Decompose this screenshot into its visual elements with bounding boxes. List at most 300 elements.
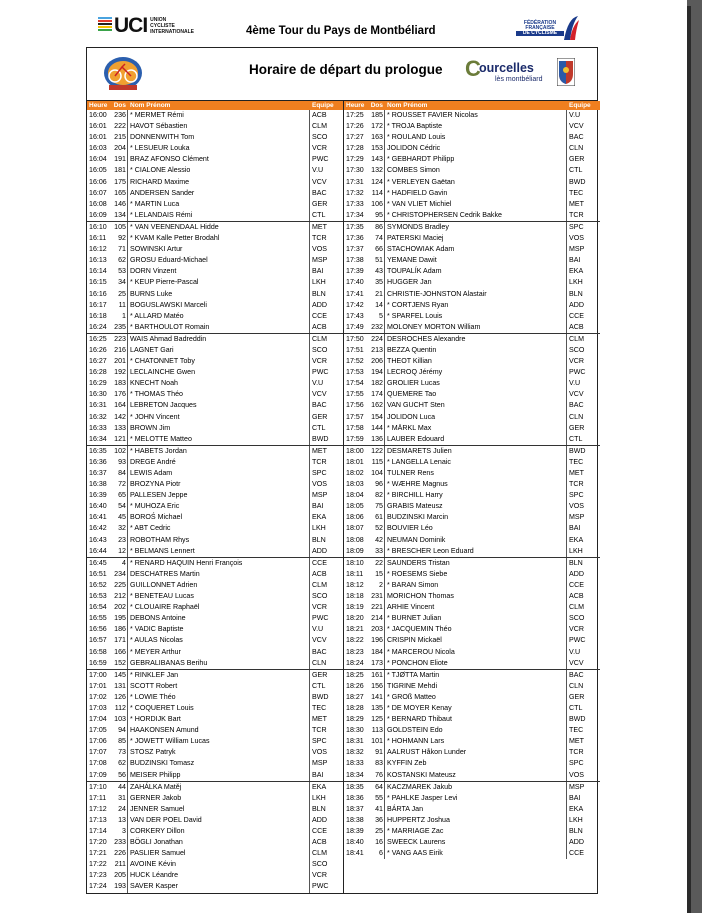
cell-heure: 17:09 bbox=[89, 770, 107, 779]
cell-nom: SAUNDERS Tristan bbox=[385, 558, 567, 569]
cell-equipe: CCE bbox=[312, 311, 327, 320]
cell-nom: * PAHLKE Jasper Levi bbox=[385, 793, 567, 804]
table-row bbox=[87, 121, 343, 132]
table-row bbox=[344, 177, 600, 188]
cell-dos: 195 bbox=[113, 613, 128, 624]
cell-nom: CHRISTIE-JOHNSTON Alastair bbox=[385, 289, 567, 300]
cell-equipe: VCV bbox=[312, 390, 327, 399]
uci-logo-text: UCI bbox=[114, 14, 148, 37]
cell-nom: GEBRALIBANAS Berihu bbox=[128, 658, 310, 669]
cell-nom: GERNER Jakob bbox=[128, 793, 310, 804]
cell-nom: WAIS Ahmad Badreddin bbox=[128, 334, 310, 345]
cell-dos: 101 bbox=[370, 736, 385, 747]
start-list-table bbox=[86, 100, 598, 894]
cell-equipe: V.U bbox=[569, 379, 581, 388]
cell-heure: 17:13 bbox=[89, 815, 107, 824]
cell-dos: 176 bbox=[113, 389, 128, 400]
cell-heure: 17:56 bbox=[346, 401, 364, 410]
cell-heure: 17:28 bbox=[346, 144, 364, 153]
cell-heure: 18:09 bbox=[346, 546, 364, 555]
cell-heure: 17:05 bbox=[89, 726, 107, 735]
cell-dos: 45 bbox=[113, 512, 128, 523]
cell-nom: * TROJA Baptiste bbox=[385, 121, 567, 132]
table-row bbox=[344, 468, 600, 479]
cell-equipe: TCR bbox=[312, 457, 327, 466]
cell-equipe: V.U bbox=[569, 647, 581, 656]
cell-dos: 74 bbox=[370, 233, 385, 244]
cell-dos: 181 bbox=[113, 165, 128, 176]
cell-nom: MEISER Philipp bbox=[128, 770, 310, 781]
cell-dos: 65 bbox=[113, 490, 128, 501]
cell-nom: VAN GUCHT Sten bbox=[385, 400, 567, 411]
cell-dos: 146 bbox=[113, 199, 128, 210]
cell-equipe: MET bbox=[312, 715, 327, 724]
cell-heure: 17:06 bbox=[89, 737, 107, 746]
table-row bbox=[87, 647, 343, 658]
cell-heure: 17:02 bbox=[89, 692, 107, 701]
table-row bbox=[344, 736, 600, 747]
cell-equipe: SCO bbox=[312, 133, 328, 142]
cell-equipe: VCV bbox=[312, 636, 327, 645]
table-row bbox=[87, 837, 343, 848]
cell-equipe: CLM bbox=[312, 122, 327, 131]
cell-heure: 17:03 bbox=[89, 703, 107, 712]
table-row bbox=[344, 255, 600, 266]
cell-equipe: CLM bbox=[569, 603, 584, 612]
cell-equipe: ACB bbox=[312, 838, 327, 847]
cell-nom: * MARCEROU Nicola bbox=[385, 647, 567, 658]
cell-nom: * KVAM Kalle Petter Brodahl bbox=[128, 233, 310, 244]
cell-nom: BRAZ AFONSO Clément bbox=[128, 154, 310, 165]
cell-heure: 18:11 bbox=[346, 569, 364, 578]
cell-nom: STACHOWIAK Adam bbox=[385, 244, 567, 255]
cell-heure: 16:58 bbox=[89, 647, 107, 656]
cell-equipe: MSP bbox=[569, 513, 585, 522]
cell-dos: 134 bbox=[113, 210, 128, 221]
cell-equipe: EKA bbox=[312, 782, 327, 791]
cell-heure: 16:01 bbox=[89, 133, 107, 142]
courcelles-logo: C ourcelles lès montbéliard bbox=[465, 56, 543, 83]
table-row bbox=[87, 311, 343, 322]
cell-equipe: ADD bbox=[312, 815, 327, 824]
cell-dos: 204 bbox=[113, 143, 128, 154]
cell-nom: * LANGELLA Lenaic bbox=[385, 457, 567, 468]
table-row bbox=[87, 569, 343, 580]
cell-heure: 16:30 bbox=[89, 390, 107, 399]
cell-heure: 16:34 bbox=[89, 434, 107, 443]
cell-heure: 17:08 bbox=[89, 759, 107, 768]
cell-equipe: CLN bbox=[569, 681, 584, 690]
cell-nom: KOSTANSKI Mateusz bbox=[385, 770, 567, 781]
cell-dos: 32 bbox=[113, 523, 128, 534]
cell-dos: 201 bbox=[113, 356, 128, 367]
table-row bbox=[344, 602, 600, 613]
table-row bbox=[344, 457, 600, 468]
cell-heure: 18:02 bbox=[346, 469, 364, 477]
table-row bbox=[87, 815, 343, 826]
table-row bbox=[87, 266, 343, 277]
table-row bbox=[344, 311, 600, 322]
cell-nom: * BARTHOULOT Romain bbox=[128, 322, 310, 333]
cell-heure: 17:52 bbox=[346, 357, 364, 366]
cell-nom: * BIRCHILL Harry bbox=[385, 490, 567, 501]
cell-nom: * VANG AAS Eirik bbox=[385, 848, 567, 859]
table-row bbox=[87, 725, 343, 736]
cell-nom: * CLOUAIRE Raphaël bbox=[128, 602, 310, 613]
cell-heure: 16:18 bbox=[89, 311, 107, 320]
cell-dos: 11 bbox=[113, 300, 128, 311]
cell-heure: 17:23 bbox=[89, 871, 107, 880]
cell-equipe: VCR bbox=[569, 625, 584, 634]
subheader-box bbox=[86, 47, 598, 100]
table-row bbox=[87, 479, 343, 490]
cell-nom: DESMARETS Julien bbox=[385, 446, 567, 457]
cell-equipe: ADD bbox=[312, 546, 327, 555]
cell-heure: 18:36 bbox=[346, 793, 364, 802]
cell-nom: * MEYER Arthur bbox=[128, 647, 310, 658]
cell-equipe: SPC bbox=[569, 491, 584, 500]
cell-nom: * GEBHARDT Philipp bbox=[385, 154, 567, 165]
table-row bbox=[87, 793, 343, 804]
cell-nom: BOROŚ Michael bbox=[128, 512, 310, 523]
table-row bbox=[344, 356, 600, 367]
cell-heure: 18:00 bbox=[346, 446, 364, 455]
cell-nom: * MARTIN Luca bbox=[128, 199, 310, 210]
cell-nom: QUEMERE Tao bbox=[385, 389, 567, 400]
cell-heure: 18:30 bbox=[346, 726, 364, 735]
table-row bbox=[87, 300, 343, 311]
cell-heure: 18:29 bbox=[346, 715, 364, 724]
table-row bbox=[87, 546, 343, 557]
table-row bbox=[87, 233, 343, 244]
cell-dos: 112 bbox=[113, 703, 128, 714]
cell-dos: 102 bbox=[113, 446, 128, 457]
header-nom: Nom Prénom bbox=[385, 101, 567, 110]
cell-heure: 17:31 bbox=[346, 177, 364, 186]
cell-dos: 121 bbox=[113, 434, 128, 445]
cell-dos: 21 bbox=[370, 289, 385, 300]
cell-dos: 156 bbox=[370, 681, 385, 692]
cell-equipe: EKA bbox=[569, 535, 584, 544]
cell-dos: 143 bbox=[370, 154, 385, 165]
cell-heure: 16:17 bbox=[89, 300, 107, 309]
cell-equipe: CCE bbox=[569, 580, 584, 589]
cell-nom: * LELANDAIS Rémi bbox=[128, 210, 310, 221]
table-row bbox=[344, 714, 600, 725]
cell-heure: 17:34 bbox=[346, 210, 364, 219]
table-row bbox=[344, 557, 600, 569]
table-row bbox=[344, 793, 600, 804]
cell-heure: 18:38 bbox=[346, 815, 364, 824]
cell-equipe: BLN bbox=[569, 827, 583, 835]
table-row bbox=[87, 781, 343, 793]
cell-equipe: TCR bbox=[312, 726, 327, 735]
cell-equipe: ACB bbox=[312, 569, 327, 578]
cell-heure: 16:35 bbox=[89, 446, 107, 455]
cell-nom: GROSU Eduard-Michael bbox=[128, 255, 310, 266]
cell-dos: 66 bbox=[370, 244, 385, 255]
cell-nom: TIGRINE Mehdi bbox=[385, 681, 567, 692]
cell-equipe: EKA bbox=[569, 804, 584, 813]
table-row bbox=[87, 770, 343, 781]
table-row bbox=[344, 758, 600, 769]
cell-dos: 144 bbox=[370, 423, 385, 434]
table-row bbox=[344, 233, 600, 244]
cell-heure: 17:30 bbox=[346, 166, 364, 175]
cell-equipe: PWC bbox=[569, 368, 586, 377]
cell-equipe: SCO bbox=[312, 345, 328, 354]
cell-equipe: CTL bbox=[312, 210, 326, 219]
left-column bbox=[87, 101, 344, 893]
cell-nom: * PONCHON Eliote bbox=[385, 658, 567, 669]
cell-dos: 211 bbox=[113, 859, 128, 870]
cell-heure: 18:05 bbox=[346, 502, 364, 511]
cell-dos: 24 bbox=[113, 804, 128, 815]
cell-equipe: ADD bbox=[312, 300, 327, 309]
cell-nom: LEWIS Adam bbox=[128, 468, 310, 479]
cell-equipe: MET bbox=[569, 199, 584, 208]
table-row bbox=[344, 300, 600, 311]
cell-heure: 17:40 bbox=[346, 278, 364, 287]
cell-equipe: VCR bbox=[312, 144, 327, 153]
cell-dos: 194 bbox=[370, 367, 385, 378]
cell-equipe: PWC bbox=[312, 155, 329, 164]
table-row bbox=[344, 569, 600, 580]
cell-nom: * LOWIE Théo bbox=[128, 692, 310, 703]
cell-nom: * HOHMANN Lars bbox=[385, 736, 567, 747]
table-row bbox=[87, 580, 343, 591]
table-row bbox=[344, 289, 600, 300]
cell-heure: 16:33 bbox=[89, 423, 107, 432]
cell-nom: * RINKLEF Jan bbox=[128, 670, 310, 681]
cell-equipe: VOS bbox=[312, 748, 327, 757]
cell-dos: 51 bbox=[370, 255, 385, 266]
table-row bbox=[87, 658, 343, 669]
table-row bbox=[87, 669, 343, 681]
cell-equipe: MET bbox=[312, 222, 327, 231]
table-row bbox=[87, 714, 343, 725]
cell-heure: 17:33 bbox=[346, 199, 364, 208]
cell-heure: 18:31 bbox=[346, 737, 364, 746]
table-row bbox=[344, 479, 600, 490]
table-row bbox=[87, 512, 343, 523]
cell-heure: 16:00 bbox=[89, 111, 107, 119]
cell-dos: 133 bbox=[113, 423, 128, 434]
cell-heure: 16:53 bbox=[89, 592, 107, 601]
cell-heure: 17:20 bbox=[89, 838, 107, 847]
cell-dos: 162 bbox=[370, 400, 385, 411]
table-row bbox=[344, 647, 600, 658]
cell-dos: 163 bbox=[370, 132, 385, 143]
cell-dos: 205 bbox=[113, 870, 128, 881]
table-row bbox=[87, 557, 343, 569]
cell-equipe: TEC bbox=[569, 457, 584, 466]
cell-equipe: BAC bbox=[312, 188, 327, 197]
cell-nom: * VERLEYEN Gaëtan bbox=[385, 177, 567, 188]
cell-equipe: CLN bbox=[569, 144, 584, 153]
cell-equipe: BAI bbox=[569, 793, 581, 802]
cell-heure: 18:23 bbox=[346, 647, 364, 656]
cell-heure: 18:39 bbox=[346, 827, 364, 835]
cell-dos: 56 bbox=[113, 770, 128, 781]
cell-equipe: CTL bbox=[312, 423, 326, 432]
table-row bbox=[344, 747, 600, 758]
cell-nom: * BARAN Simon bbox=[385, 580, 567, 591]
uci-logo bbox=[98, 15, 194, 36]
cell-equipe: ADD bbox=[569, 300, 584, 309]
cell-equipe: CCE bbox=[569, 849, 584, 858]
cell-dos: 186 bbox=[113, 624, 128, 635]
cell-heure: 16:55 bbox=[89, 614, 107, 623]
cell-nom: * WÆHRE Magnus bbox=[385, 479, 567, 490]
cell-heure: 16:32 bbox=[89, 412, 107, 421]
cell-heure: 17:54 bbox=[346, 379, 364, 388]
cell-equipe: GER bbox=[312, 670, 328, 679]
cell-equipe: CLN bbox=[312, 658, 327, 667]
table-row bbox=[344, 277, 600, 288]
cell-dos: 92 bbox=[113, 233, 128, 244]
cell-equipe: VCR bbox=[312, 871, 327, 880]
table-row bbox=[87, 132, 343, 143]
cell-dos: 185 bbox=[370, 110, 385, 121]
table-row bbox=[344, 345, 600, 356]
cell-nom: * LESUEUR Louka bbox=[128, 143, 310, 154]
cell-nom: * BENETEAU Lucas bbox=[128, 591, 310, 602]
cell-heure: 18:27 bbox=[346, 692, 364, 701]
cell-nom: ARHIE Vincent bbox=[385, 602, 567, 613]
cell-dos: 105 bbox=[113, 222, 128, 233]
cell-dos: 114 bbox=[370, 188, 385, 199]
cell-nom: JOLIDON Cédric bbox=[385, 143, 567, 154]
cell-dos: 25 bbox=[370, 826, 385, 837]
cell-dos: 165 bbox=[113, 188, 128, 199]
cell-nom: JENNER Samuel bbox=[128, 804, 310, 815]
cell-equipe: GER bbox=[312, 412, 328, 421]
cell-dos: 172 bbox=[370, 121, 385, 132]
ffc-text: FÉDÉRATION FRANÇAISE DE CYCLISME bbox=[516, 21, 564, 36]
cell-dos: 34 bbox=[113, 277, 128, 288]
ffc-logo bbox=[516, 14, 578, 42]
cell-equipe: BWD bbox=[312, 692, 329, 701]
header-heure: Heure bbox=[346, 102, 365, 109]
cell-equipe: BWD bbox=[569, 715, 586, 724]
table-row bbox=[87, 356, 343, 367]
table-row bbox=[344, 523, 600, 534]
race-title: 4ème Tour du Pays de Montbéliard bbox=[246, 25, 436, 37]
cell-nom: RICHARD Maxime bbox=[128, 177, 310, 188]
cell-dos: 85 bbox=[113, 736, 128, 747]
cell-equipe: LKH bbox=[569, 546, 583, 555]
cell-dos: 31 bbox=[113, 793, 128, 804]
cell-dos: 76 bbox=[370, 770, 385, 781]
cell-equipe: CTL bbox=[312, 681, 326, 690]
table-row bbox=[87, 322, 343, 333]
cell-heure: 16:26 bbox=[89, 345, 107, 354]
cell-nom: LECROQ Jérémy bbox=[385, 367, 567, 378]
cell-equipe: MSP bbox=[312, 256, 328, 265]
table-row bbox=[87, 881, 343, 892]
cell-equipe: VCV bbox=[569, 658, 584, 667]
cell-nom: * MARRIAGE Zac bbox=[385, 826, 567, 837]
table-row bbox=[344, 121, 600, 132]
cell-dos: 15 bbox=[370, 569, 385, 580]
table-row bbox=[344, 546, 600, 557]
cell-equipe: BLN bbox=[569, 558, 583, 567]
cell-heure: 16:41 bbox=[89, 513, 107, 522]
cell-dos: 115 bbox=[370, 457, 385, 468]
table-row bbox=[344, 266, 600, 277]
cell-heure: 16:15 bbox=[89, 278, 107, 287]
cell-dos: 171 bbox=[113, 635, 128, 646]
cell-equipe: BAC bbox=[312, 401, 327, 410]
cell-equipe: BAI bbox=[569, 256, 581, 265]
cell-equipe: ACB bbox=[569, 592, 584, 601]
cell-dos: 135 bbox=[370, 703, 385, 714]
cell-equipe: TCR bbox=[569, 748, 584, 757]
cell-dos: 84 bbox=[113, 468, 128, 479]
cell-dos: 141 bbox=[370, 692, 385, 703]
cell-heure: 17:37 bbox=[346, 245, 364, 254]
cell-nom: BÁRTA Jan bbox=[385, 804, 567, 815]
table-row bbox=[344, 367, 600, 378]
cell-dos: 196 bbox=[370, 635, 385, 646]
cell-dos: 33 bbox=[370, 546, 385, 557]
cell-nom: * HORDIJK Bart bbox=[128, 714, 310, 725]
cell-nom: KNECHT Noah bbox=[128, 378, 310, 389]
cell-equipe: LKH bbox=[312, 278, 326, 287]
cell-nom: BUDZINSKI Tomasz bbox=[128, 758, 310, 769]
cell-heure: 16:45 bbox=[89, 558, 107, 567]
cell-nom: * ROUSSET FAVIER Nicolas bbox=[385, 110, 567, 121]
cell-equipe: ADD bbox=[569, 569, 584, 578]
cell-heure: 18:20 bbox=[346, 614, 364, 623]
cell-equipe: V.U bbox=[569, 111, 581, 119]
cell-dos: 106 bbox=[370, 199, 385, 210]
cell-nom: HAVOT Sébastien bbox=[128, 121, 310, 132]
cell-equipe: GER bbox=[569, 692, 585, 701]
cell-equipe: CTL bbox=[569, 434, 583, 443]
cell-dos: 234 bbox=[113, 569, 128, 580]
cell-nom: * ROESEMS Siebe bbox=[385, 569, 567, 580]
cell-nom: * HABETS Jordan bbox=[128, 446, 310, 457]
cell-dos: 153 bbox=[370, 143, 385, 154]
top-header bbox=[86, 10, 598, 45]
cell-nom: * JOHN Vincent bbox=[128, 412, 310, 423]
cell-nom: THEOT Killian bbox=[385, 356, 567, 367]
cell-heure: 17:41 bbox=[346, 289, 364, 298]
cell-dos: 175 bbox=[113, 177, 128, 188]
cell-equipe: BAI bbox=[312, 770, 324, 779]
cell-equipe: BWD bbox=[569, 177, 586, 186]
cell-dos: 36 bbox=[370, 815, 385, 826]
table-row bbox=[344, 434, 600, 445]
cell-equipe: V.U bbox=[312, 166, 324, 175]
header-nom: Nom Prénom bbox=[128, 101, 310, 110]
table-row bbox=[87, 367, 343, 378]
cell-dos: 225 bbox=[113, 580, 128, 591]
cell-nom: * MÄRKL Max bbox=[385, 423, 567, 434]
cell-equipe: GER bbox=[569, 155, 585, 164]
table-header bbox=[344, 101, 600, 110]
cell-equipe: TEC bbox=[312, 703, 327, 712]
cell-equipe: BWD bbox=[312, 434, 329, 443]
table-row bbox=[87, 870, 343, 881]
table-row bbox=[87, 333, 343, 345]
table-row bbox=[344, 490, 600, 501]
cell-heure: 16:01 bbox=[89, 122, 107, 131]
cell-dos: 93 bbox=[113, 457, 128, 468]
cell-nom: CORKERY Dillon bbox=[128, 826, 310, 837]
